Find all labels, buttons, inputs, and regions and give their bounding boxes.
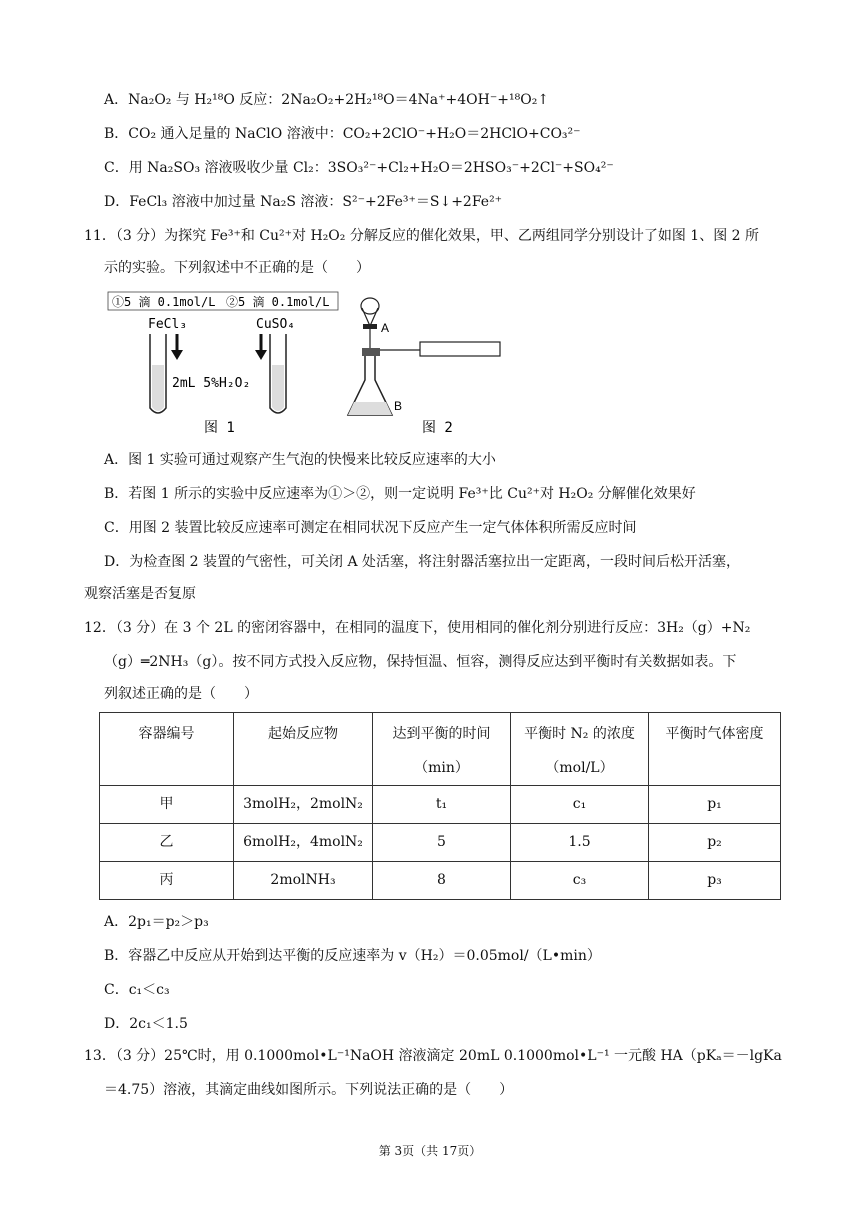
separatory-funnel xyxy=(362,308,378,326)
table-cell: p₃ xyxy=(649,862,781,900)
equilibrium-data-table xyxy=(99,712,781,900)
fig-caption-2: 图 2 xyxy=(422,420,453,436)
q12-stem-line1: 12．（3 分）在 3 个 2L 的密闭容器中，在相同的温度下，使用相同的催化剂分别进行反应：3H₂（g）+N₂ xyxy=(84,620,751,636)
q10-option-d: D．FeCl₃ 溶液中加过量 Na₂S 溶液：S²⁻+2Fe³⁺＝S↓+2Fe²⁺ xyxy=(104,194,503,210)
fig-mark-b: B xyxy=(394,399,403,413)
table-header-cell: 平衡时 N₂ 的浓度 （mol/L） xyxy=(511,713,649,786)
table-cell: c₃ xyxy=(511,862,649,900)
q12-option-d: D．2c₁＜1.5 xyxy=(104,1016,188,1032)
q13-stem-line1: 13．（3 分）25℃时，用 0.1000mol•L⁻¹NaOH 溶液滴定 20mL 0.1000mol•L⁻¹ 一元酸 HA（pKₐ＝－lgKa xyxy=(84,1048,782,1064)
fig-reagent-1: FeCl₃ xyxy=(148,317,188,332)
q12-option-b: B．容器乙中反应从开始到达平衡的反应速率为 v（H₂）＝0.05mol/（L•min） xyxy=(104,948,601,964)
fig-solution: 2mL 5%H₂O₂ xyxy=(172,376,251,391)
q12-option-a: A．2p₁＝p₂＞p₃ xyxy=(104,914,209,930)
table-cell: 丙 xyxy=(100,862,234,900)
table-header-cell: 容器编号 xyxy=(100,713,234,786)
down-arrow-icon xyxy=(255,350,267,360)
table-row xyxy=(100,862,781,900)
table-cell: 1.5 xyxy=(511,824,649,862)
table-cell: 甲 xyxy=(100,786,234,824)
table-cell: 6molH₂，4molN₂ xyxy=(234,824,373,862)
fig-label-2: ②5 滴 0.1mol/L xyxy=(226,295,330,309)
table-cell: c₁ xyxy=(511,786,649,824)
table-cell: 8 xyxy=(373,862,511,900)
table-header-cell: 达到平衡的时间 （min） xyxy=(373,713,511,786)
syringe xyxy=(420,342,500,356)
table-header-cell: 起始反应物 xyxy=(234,713,373,786)
q12-stem-line3: 列叙述正确的是（ ） xyxy=(104,686,258,702)
q11-option-a: A．图 1 实验可通过观察产生气泡的快慢来比较反应速率的大小 xyxy=(104,452,496,468)
table-cell: 乙 xyxy=(100,824,234,862)
fig-caption-1: 图 1 xyxy=(204,420,235,436)
q11-option-d-line2: 观察活塞是否复原 xyxy=(84,586,196,602)
table-row xyxy=(100,786,781,824)
table-header-row xyxy=(100,713,781,786)
q10-option-a: A．Na₂O₂ 与 H₂¹⁸O 反应：2Na₂O₂+2H₂¹⁸O＝4Na⁺+4OH⁻+¹⁸O₂↑ xyxy=(104,92,550,108)
page-footer: 第 3页（共 17页） xyxy=(378,1144,482,1158)
q10-option-c: C．用 Na₂SO₃ 溶液吸收少量 Cl₂：3SO₃²⁻+Cl₂+H₂O＝2HSO₃⁻+2Cl⁻+SO₄²⁻ xyxy=(104,160,614,176)
q11-option-c: C．用图 2 装置比较反应速率可测定在相同状况下反应产生一定气体体积所需反应时间 xyxy=(104,520,637,536)
table-cell: 5 xyxy=(373,824,511,862)
fig-mark-a: A xyxy=(381,321,390,335)
table-cell: 2molNH₃ xyxy=(234,862,373,900)
q11-option-b: B．若图 1 所示的实验中反应速率为①＞②，则一定说明 Fe³⁺比 Cu²⁺对 H₂O₂ 分解催化效果好 xyxy=(104,486,696,502)
table-row xyxy=(100,824,781,862)
q11-stem-line2: 示的实验。下列叙述中不正确的是（ ） xyxy=(104,260,370,276)
apparatus-diagram xyxy=(108,290,453,440)
table-cell: 3molH₂，2molN₂ xyxy=(234,786,373,824)
fig-label-1: ①5 滴 0.1mol/L xyxy=(112,295,216,309)
table-cell: t₁ xyxy=(373,786,511,824)
q10-option-b: B．CO₂ 通入足量的 NaClO 溶液中：CO₂+2ClO⁻+H₂O＝2HClO+CO₃²⁻ xyxy=(104,126,581,142)
table-cell: p₁ xyxy=(649,786,781,824)
q11-option-d-line1: D．为检查图 2 装置的气密性，可关闭 A 处活塞，将注射器活塞拉出一定距离，一段时间后松开活塞， xyxy=(104,554,741,570)
down-arrow-icon xyxy=(171,350,183,360)
q12-option-c: C．c₁＜c₃ xyxy=(104,982,170,998)
q13-stem-line2: ＝4.75）溶液，其滴定曲线如图所示。下列说法正确的是（ ） xyxy=(104,1082,514,1098)
q12-stem-line2: （g）═2NH₃（g）。按不同方式投入反应物，保持恒温、恒容，测得反应达到平衡时有关数据如表。下 xyxy=(104,654,737,670)
table-cell: p₂ xyxy=(649,824,781,862)
fig-reagent-2: CuSO₄ xyxy=(256,317,296,332)
table-header-cell: 平衡时气体密度 xyxy=(649,713,781,786)
q11-stem-line1: 11．（3 分）为探究 Fe³⁺和 Cu²⁺对 H₂O₂ 分解反应的催化效果，甲、乙两组同学分别设计了如图 1、图 2 所 xyxy=(84,228,760,244)
q11-figure xyxy=(108,290,453,444)
